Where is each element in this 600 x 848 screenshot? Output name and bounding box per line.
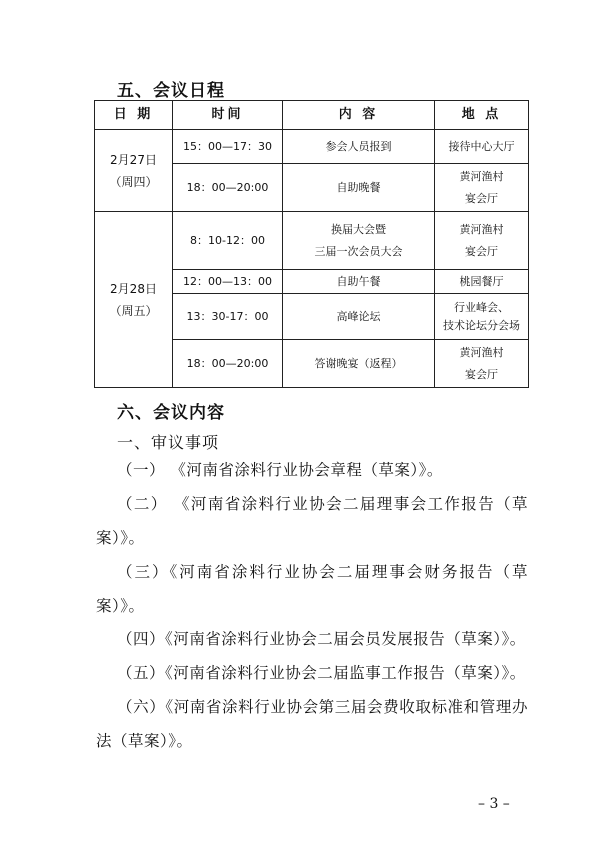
place-line: 技术论坛分会场 [443, 318, 520, 332]
place-line: 黄河渔村 [459, 345, 504, 359]
table-row [95, 212, 529, 270]
time-cell: 8：10-12：00 [173, 212, 283, 270]
place-line: 宴会厅 [465, 244, 498, 258]
subsection-1-title: 一、审议事项 [117, 433, 220, 452]
content-cell [283, 164, 435, 212]
date-day1: 2月27日 [110, 152, 157, 167]
content-line: 自助午餐 [336, 274, 381, 288]
section-6-title: 六、会议内容 [117, 403, 225, 423]
section-5-title: 五、会议日程 [117, 81, 225, 101]
time-cell: 18：00—20:00 [173, 164, 283, 212]
content-line: 答谢晚宴（返程） [314, 356, 403, 370]
content-cell [283, 340, 435, 388]
place-cell [435, 164, 529, 212]
time-cell: 12：00—13：00 [173, 270, 283, 294]
schedule-table [94, 100, 529, 388]
time-cell: 13：30-17：00 [173, 294, 283, 340]
header-place: 地 点 [435, 101, 529, 130]
place-cell [435, 340, 529, 388]
weekday-day1: （周四） [109, 174, 158, 189]
date-day2: 2月28日 [110, 281, 157, 296]
content-cell [283, 270, 435, 294]
header-time: 时间 [173, 101, 283, 130]
weekday-day2: （周五） [109, 303, 158, 318]
place-line: 宴会厅 [465, 191, 498, 205]
place-cell [435, 130, 529, 164]
date-cell-day2 [95, 212, 173, 388]
review-item-1: （一） 《河南省涂料行业协会章程（草案）》。 [117, 461, 443, 479]
content-cell [283, 130, 435, 164]
place-cell [435, 294, 529, 340]
place-line: 桃园餐厅 [459, 274, 504, 288]
content-line: 参会人员报到 [325, 139, 392, 153]
time-cell: 18：00—20:00 [173, 340, 283, 388]
place-cell [435, 212, 529, 270]
time-cell: 15：00—17：30 [173, 130, 283, 164]
review-item-2: （二） 《河南省涂料行业协会二届理事会工作报告（草案）》。 [96, 495, 528, 547]
content-line: 换届大会暨 [331, 222, 386, 236]
content-line: 三届一次会员大会 [314, 244, 403, 258]
review-item-5: （五）《河南省涂料行业协会二届监事工作报告（草案）》。 [117, 664, 526, 682]
table-row [95, 130, 529, 164]
content-line: 高峰论坛 [336, 309, 381, 323]
content-cell [283, 212, 435, 270]
review-item-6: （六）《河南省涂料行业协会第三届会费收取标准和管理办法（草案）》。 [96, 698, 528, 750]
review-item-4: （四）《河南省涂料行业协会二届会员发展报告（草案）》。 [117, 630, 526, 648]
place-cell [435, 270, 529, 294]
header-date: 日 期 [95, 101, 173, 130]
content-line: 自助晚餐 [336, 180, 381, 194]
place-line: 黄河渔村 [459, 222, 504, 236]
place-line: 接待中心大厅 [448, 139, 515, 153]
date-cell-day1 [95, 130, 173, 212]
place-line: 黄河渔村 [459, 169, 504, 183]
review-item-3: （三）《河南省涂料行业协会二届理事会财务报告（草案）》。 [96, 563, 528, 615]
place-line: 宴会厅 [465, 367, 498, 381]
page-number: – 3 – [478, 796, 510, 812]
header-content: 内 容 [283, 101, 435, 130]
table-header-row [95, 101, 529, 130]
content-cell [283, 294, 435, 340]
place-line: 行业峰会、 [454, 300, 509, 314]
